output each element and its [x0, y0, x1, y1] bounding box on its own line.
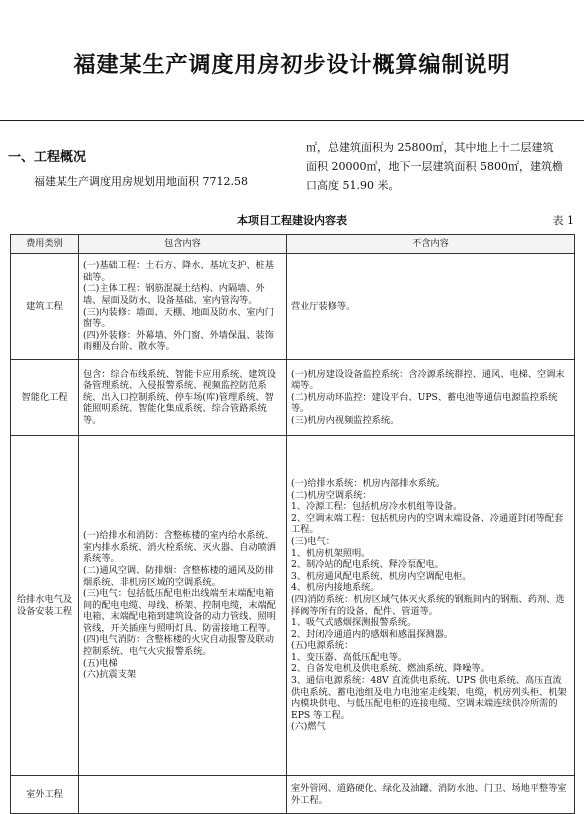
- table-row: [11, 254, 575, 360]
- excluded-item: 1、冷源工程：包括机房冷水机组等设备。: [291, 501, 463, 513]
- excluded-item: 2、自备发电机及供电系统、燃油系统、降噪等。: [291, 663, 490, 675]
- excluded-item: (四)消防系统：机房区域气体灭火系统的钢瓶间内的钢瓶、药剂、选择阀等所有的设备、配件、管道等。: [291, 593, 565, 617]
- excluded-item: 2、制冷站的配电系统、释冷泵配电。: [291, 559, 444, 571]
- construction-content-table: [10, 234, 575, 814]
- excluded-item: 1、吸气式感烟探测报警系统。: [291, 617, 417, 629]
- header-excluded: 不含内容: [287, 235, 575, 254]
- excluded-item: (二)机房动环监控：建设平台、UPS、蓄电池等通信电源监控系统等。: [291, 391, 558, 415]
- row-excluded: [287, 360, 575, 436]
- included-item: (二)主体工程：钢筋混凝土结构、内隔墙、外墙、屋面及防水、设备基础、室内管沟等。: [83, 283, 265, 306]
- excluded-item: 2、封闭冷通道内的感烟和感温探测器。: [291, 628, 454, 640]
- row-included: [79, 776, 287, 814]
- included-item: (二)通风空调、防排烟：含整栋楼的通风及防排烟系统、非机房区域的空调系统。: [83, 564, 274, 588]
- table-number: 表 1: [552, 214, 574, 227]
- excluded-item: (三)电气：: [291, 535, 335, 547]
- intro-line: 面积 20000㎡，地下一层建筑面积 5800㎡，建筑檐: [306, 160, 563, 173]
- header-category: 费用类别: [11, 235, 79, 254]
- excluded-item: 室外管网、道路硬化、绿化及油罐、消防水池、门卫、场地平整等室外工程。: [291, 782, 567, 806]
- excluded-item: 3、机房通风配电系统、机房内空调配电柜。: [291, 570, 472, 582]
- row-included: [79, 360, 287, 436]
- row-included: [79, 254, 287, 360]
- excluded-item: 1、变压器、高低压配电等。: [291, 651, 408, 663]
- excluded-item: 营业厅装修等。: [291, 300, 356, 312]
- included-item: (六)抗震支架: [83, 669, 137, 681]
- excluded-item: (五)电源系统：: [291, 640, 354, 652]
- excluded-item: (三)机房内视频监控系统。: [291, 414, 400, 426]
- included-item: 包含：综合布线系统、智能卡应用系统、建筑设备管理系统、入侵报警系统、视频监控防范系统、出入口控制系统、停车场(库)管理系统、智能照明系统、智能化集成系统、综合管路系统等。: [83, 368, 276, 426]
- row-excluded: [287, 254, 575, 360]
- included-item: (三)内装修：墙面、天棚、地面及防水、室内门窗等。: [83, 306, 274, 330]
- intro-line: 口高度 51.90 米。: [306, 179, 400, 192]
- row-category: 智能化工程: [11, 360, 79, 436]
- excluded-item: 4、机房内接地系统。: [291, 582, 380, 594]
- row-category: 建筑工程: [11, 254, 79, 360]
- excluded-item: (六)燃气: [291, 721, 326, 733]
- included-item: (一)基础工程：土石方、降水、基坑支护、桩基础等。: [83, 260, 274, 283]
- table-caption: 本项目工程建设内容表: [237, 214, 347, 227]
- row-excluded: [287, 436, 575, 776]
- excluded-item: (一)机房建设设备监控系统：含冷源系统群控、通风、电梯、空调末端等。: [291, 368, 565, 392]
- included-item: (五)电梯: [83, 657, 118, 669]
- document-title: 福建某生产调度用房初步设计概算编制说明: [73, 53, 511, 78]
- row-category: 室外工程: [11, 776, 79, 814]
- row-category: 给排水电气及设备安装工程: [11, 436, 79, 776]
- excluded-item: (二)机房空调系统：: [291, 489, 372, 501]
- excluded-item: 2、空调末端工程：包括机房内的空调末端设备、冷通道封闭等配套工程。: [291, 512, 564, 536]
- excluded-item: 1、机房机架照明。: [291, 547, 371, 559]
- included-item: (一)给排水和消防：含整栋楼的室内给水系统、室内排水系统、消火栓系统、灭火器、自动喷洒系统等。: [83, 530, 276, 565]
- intro-text-left: 福建某生产调度用房规划用地面积 7712.58: [34, 175, 248, 188]
- intro-line: ㎡，总建筑面积为 25800㎡，其中地上十二层建筑: [306, 141, 554, 154]
- top-divider: [0, 120, 584, 121]
- header-included: 包含内容: [79, 235, 287, 254]
- section-heading: 一、工程概况: [8, 150, 87, 165]
- table-header-row: [11, 235, 575, 254]
- excluded-item: (一)给排水系统：机房内部排水系统。: [291, 477, 446, 489]
- intro-text-right: [306, 138, 578, 195]
- table-row: [11, 360, 575, 436]
- row-included: [79, 436, 287, 776]
- included-item: (四)外装修：外幕墙、外门窗、外墙保温、装饰雨棚及台阶、散水等。: [83, 329, 274, 353]
- excluded-item: 3、通信电源系统：48V 直流供电系统、UPS 供电系统、高压直流供电系统、蓄电池组及电力电池室走线架、电缆，机房列头柜、机架内模块供电、与低压配电柜的连接电缆、空调末端连续供冷所需的 EPS 等工程。: [291, 675, 567, 721]
- included-item: (三)电气：包括低压配电柜出线端至末端配电箱间的配电电缆、母线、桥架、控制电缆，末端配电箱、末端配电箱到建筑设备的动力管线、照明管线，开关插座与照明灯具、防雷接地工程等。: [83, 588, 276, 634]
- table-row: [11, 776, 575, 814]
- included-item: (四)电气消防：含整栋楼的火灾自动报警及联动控制系统、电气火灾报警系统。: [83, 634, 274, 658]
- table-row: [11, 436, 575, 776]
- row-excluded: [287, 776, 575, 814]
